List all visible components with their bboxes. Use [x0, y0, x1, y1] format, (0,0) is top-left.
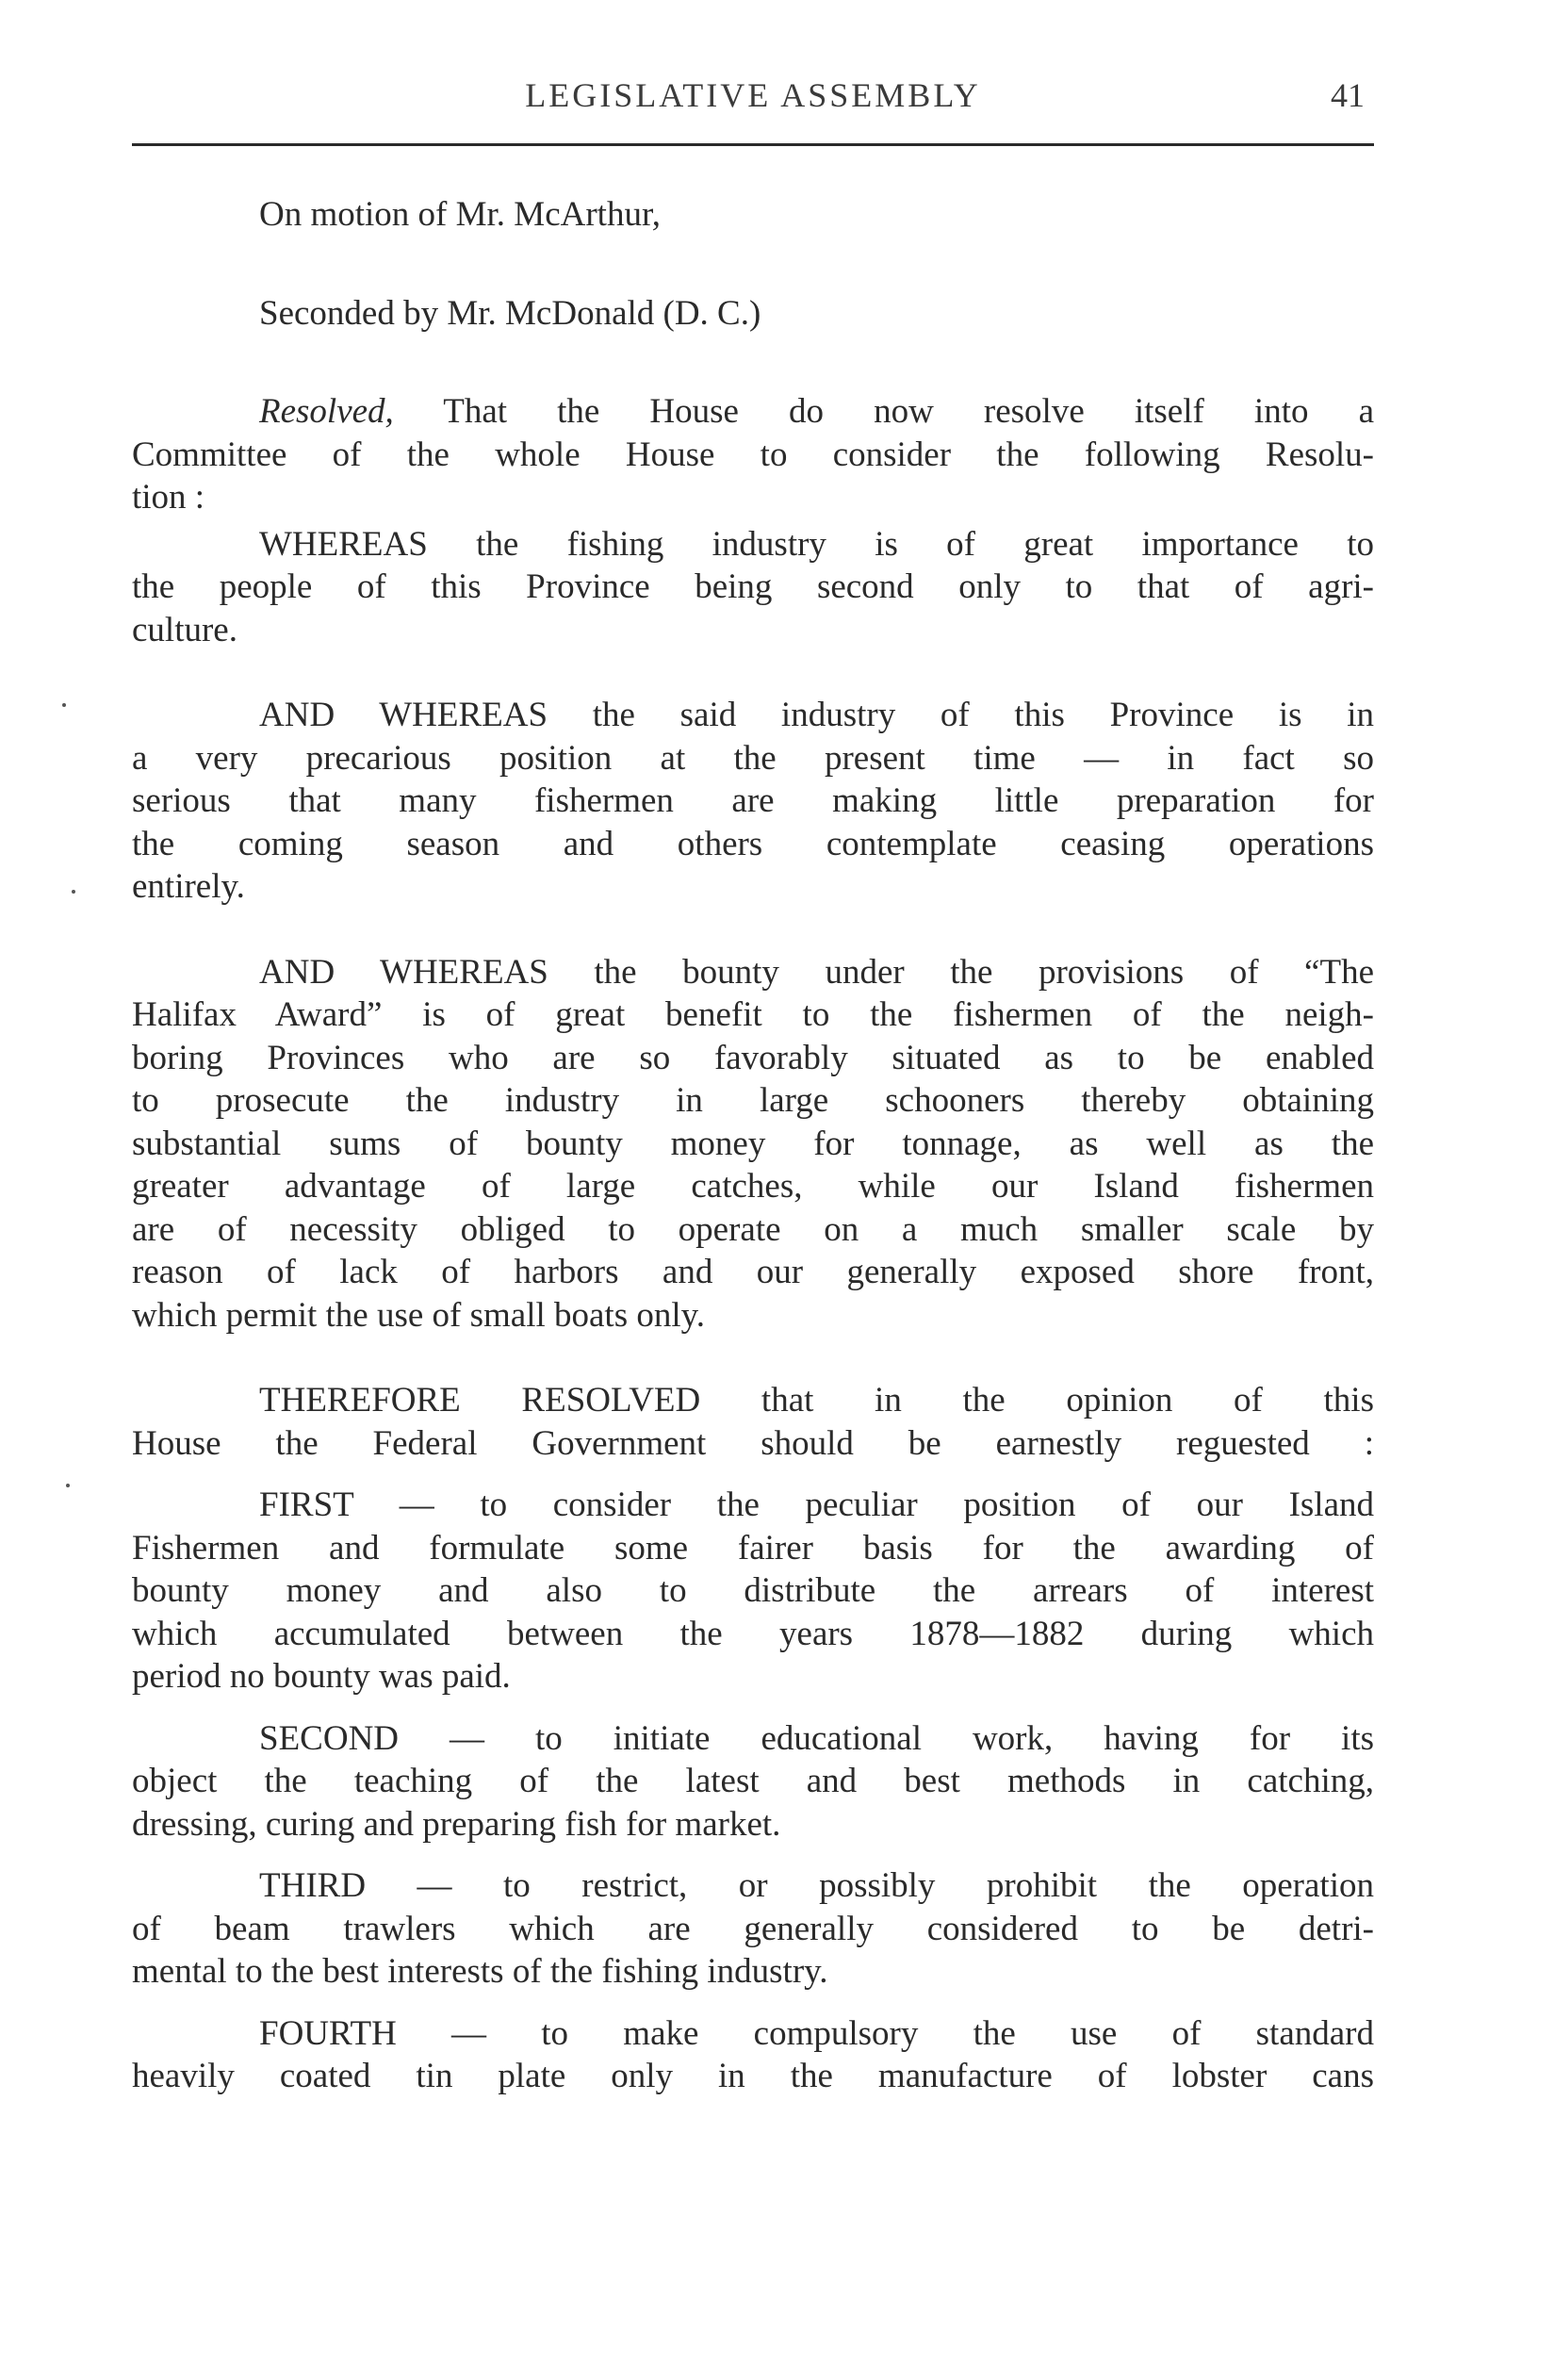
header-rule [132, 143, 1374, 146]
whereas-line: culture. [132, 610, 237, 649]
whereas-paragraph-2 [132, 694, 1374, 909]
whereas-line: boring Provinces who are so favorably situated as to be enabled [132, 1038, 1374, 1077]
clause-line: which accumulated between the years 1878—1882 during which [132, 1614, 1374, 1653]
clause-line: object the teaching of the latest and best methods in catching, [132, 1762, 1374, 1800]
whereas-line: greater advantage of large catches, while our Island fishermen [132, 1167, 1374, 1206]
motion-mover: On motion of Mr. McArthur, [259, 195, 662, 234]
whereas-line: entirely. [132, 867, 245, 906]
document-body [132, 193, 1374, 2098]
resolved-line: tion : [132, 478, 205, 517]
second-clause [132, 1717, 1374, 1847]
clause-line: heavily coated tin plate only in the manufacture of lobster cans [132, 2057, 1374, 2095]
whereas-paragraph-1 [132, 523, 1374, 652]
whereas-line: AND WHEREAS the said industry of this Province is in [259, 696, 1374, 734]
whereas-line: AND WHEREAS the bounty under the provisions of “The [259, 952, 1374, 992]
third-clause [132, 1864, 1374, 1994]
page-number: 41 [1331, 76, 1365, 114]
whereas-line: a very precarious position at the present time — in fact so [132, 738, 1374, 778]
clause-line: THIRD — to restrict, or possibly prohibit the operation [259, 1866, 1374, 1905]
page-header [132, 75, 1374, 132]
whereas-paragraph-3 [132, 951, 1374, 1338]
whereas-line: reason of lack of harbors and our generally exposed shore front, [132, 1253, 1374, 1291]
margin-mark [72, 890, 75, 894]
first-clause [132, 1484, 1374, 1699]
clause-line: FOURTH — to make compulsory the use of standard [259, 2013, 1374, 2053]
clause-line: mental to the best interests of the fishing industry. [132, 1952, 828, 1991]
clause-line: period no bounty was paid. [132, 1657, 511, 1696]
therefore-line: THEREFORE RESOLVED that in the opinion of this [259, 1381, 1374, 1420]
running-head: LEGISLATIVE ASSEMBLY [525, 76, 981, 114]
fourth-clause [132, 2012, 1374, 2098]
margin-mark [62, 703, 66, 707]
whereas-line: are of necessity obliged to operate on a much smaller scale by [132, 1209, 1374, 1249]
whereas-line: Halifax Award” is of great benefit to the fishermen of the neigh- [132, 995, 1374, 1034]
clause-line: bounty money and also to distribute the arrears of interest [132, 1571, 1374, 1610]
clause-line: of beam trawlers which are generally considered to be detri- [132, 1909, 1374, 1948]
whereas-line: serious that many fishermen are making little preparation for [132, 781, 1374, 820]
resolved-lead: Resolved, [259, 392, 394, 431]
clause-line: FIRST — to consider the peculiar position of our Island [259, 1485, 1374, 1524]
whereas-line: the people of this Province being second only to that of agri- [132, 567, 1374, 606]
resolved-paragraph [132, 390, 1374, 519]
clause-line: Fishermen and formulate some fairer basis for the awarding of [132, 1528, 1374, 1568]
whereas-line: to prosecute the industry in large schooners thereby obtaining [132, 1081, 1374, 1120]
clause-line: SECOND — to initiate educational work, having for its [259, 1718, 1374, 1758]
resolved-line: Committee of the whole House to consider the following Resolu- [132, 435, 1374, 474]
clause-line: dressing, curing and preparing fish for market. [132, 1804, 781, 1844]
resolved-line: Resolved, That the House do now resolve itself into a [259, 392, 1374, 431]
margin-mark [66, 1484, 70, 1487]
whereas-line: substantial sums of bounty money for tonnage, as well as the [132, 1124, 1374, 1163]
whereas-line: WHEREAS the fishing industry is of great importance to [259, 524, 1374, 564]
therefore-paragraph [132, 1379, 1374, 1465]
whereas-line: which permit the use of small boats only. [132, 1295, 705, 1335]
motion-seconder: Seconded by Mr. McDonald (D. C.) [259, 293, 761, 333]
therefore-line: House the Federal Government should be earnestly reguested : [132, 1423, 1374, 1463]
whereas-line: the coming season and others contemplate ceasing operations [132, 824, 1374, 863]
